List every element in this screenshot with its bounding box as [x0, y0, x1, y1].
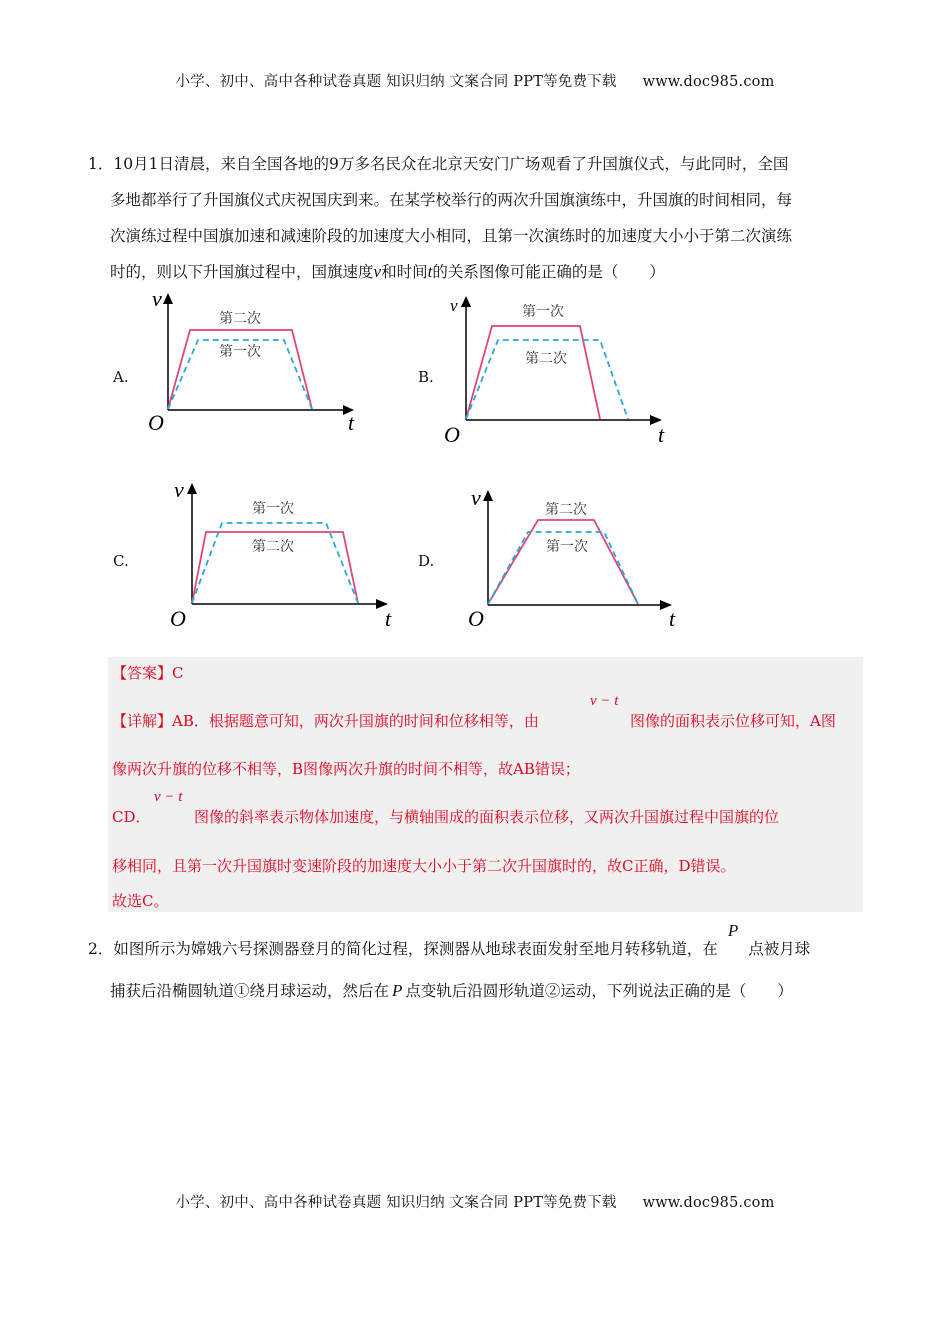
graph-a-bottom-label: 第一次: [219, 344, 261, 360]
graph-d-top-label: 第二次: [545, 502, 587, 518]
vt-symbol-2: v − t: [154, 789, 183, 805]
detail-line-3: 图像的斜率表示物体加速度，与横轴围成的面积表示位移，又两次升国旗过程中国旗的位: [194, 808, 780, 826]
q1-line3: 次演练过程中国旗加速和减速阶段的加速度大小相同，且第一次演练时的加速度大小小于第二次演练: [110, 227, 793, 245]
q2-line1-b: 点被月球: [748, 940, 811, 958]
option-d-label: D.: [418, 552, 435, 570]
detail-line-2: 像两次升旗的位移不相等，B图像两次升旗的时间不相等，故AB错误；: [112, 760, 580, 778]
footer-site: www.doc985.com: [642, 1195, 775, 1211]
q1-var-t: t: [427, 262, 433, 281]
graph-b-top-label: 第一次: [522, 304, 564, 320]
graph-c-origin: O: [170, 606, 186, 631]
q1-var-v: v: [373, 262, 382, 281]
graph-c-t-label: t: [385, 606, 392, 631]
graph-a-origin: O: [148, 410, 164, 435]
question-1: [88, 146, 863, 290]
graph-a-v-label: v: [152, 286, 162, 311]
graph-d: [466, 487, 691, 636]
option-c-label: C.: [113, 552, 129, 570]
graph-c-bottom-label: 第二次: [252, 539, 294, 555]
vt-symbol-1: v − t: [590, 693, 619, 709]
q1-line4-a: 时的，则以下升国旗过程中，国旗速度: [110, 263, 374, 281]
q1-line4-b: 和时间: [381, 263, 428, 281]
graph-a: [140, 288, 370, 442]
detail-line-1b: 图像的面积表示位移可知，A图: [630, 712, 836, 730]
question-2: [88, 921, 863, 1011]
graph-b-bottom-label: 第二次: [525, 351, 567, 367]
q2-line1-a: 如图所示为嫦娥六号探测器登月的简化过程，探测器从地球表面发射至地月转移轨道，在: [113, 940, 718, 958]
q1-line1: 10月1日清晨，来自全国各地的9万多名民众在北京天安门广场观看了升国旗仪式，与此同时，全国: [113, 155, 789, 173]
option-a-label: A.: [113, 368, 129, 386]
detail-line-1a: 【详解】AB．根据题意可知，两次升国旗的时间和位移相等，由: [112, 712, 539, 730]
answer-box: [108, 657, 863, 912]
q2-var-p-1: P: [727, 921, 739, 940]
graph-c-dashed-line: [192, 523, 358, 603]
graph-a-solid-line: [168, 330, 312, 409]
page-footer: [0, 1191, 950, 1212]
q1-line2: 多地都举行了升国旗仪式庆祝国庆到来。在某学校举行的两次升国旗演练中，升国旗的时间相同，每: [110, 191, 793, 209]
graph-a-top-label: 第二次: [219, 311, 261, 327]
q2-var-p-2: P: [392, 981, 403, 1000]
q1-line4-c: 的关系图像可能正确的是（ ）: [432, 263, 665, 281]
q2-number: 2．: [88, 940, 114, 958]
graph-d-t-label: t: [669, 606, 676, 631]
footer-text: 小学、初中、高中各种试卷真题 知识归纳 文案合同 PPT等免费下载: [175, 1195, 617, 1211]
graph-d-bottom-label: 第一次: [546, 539, 588, 555]
graph-c: [168, 478, 403, 637]
q2-line2-b: 点变轨后沿圆形轨道②运动，下列说法正确的是（ ）: [405, 982, 793, 1000]
graph-c-top-label: 第一次: [252, 501, 294, 517]
graph-b-origin: O: [444, 422, 460, 447]
q2-line2-a: 捕获后沿椭圆轨道①绕月球运动，然后在: [110, 982, 390, 1000]
header-site: www.doc985.com: [642, 74, 775, 90]
detail-line-4: 移相同，且第一次升国旗时变速阶段的加速度大小小于第二次升国旗时的，故C正确，D错误。: [112, 857, 736, 875]
page-header: [0, 70, 950, 91]
graph-d-solid-line: [488, 520, 638, 604]
header-text: 小学、初中、高中各种试卷真题 知识归纳 文案合同 PPT等免费下载: [175, 74, 617, 90]
graph-b-v-label: v: [450, 296, 458, 315]
graph-b-t-label: t: [658, 422, 665, 447]
graph-a-v-arrow: [163, 293, 173, 304]
option-b-label: B.: [418, 368, 434, 386]
answer-line: 【答案】C: [112, 664, 184, 682]
graph-a-t-label: t: [348, 410, 355, 435]
graph-d-v-label: v: [471, 485, 481, 510]
graph-b: [440, 293, 675, 452]
graph-c-v-label: v: [174, 477, 184, 502]
detail-cd-prefix: CD．: [112, 808, 151, 826]
q1-number: 1．: [88, 155, 114, 173]
detail-line-5: 故选C。: [112, 892, 169, 910]
graph-d-origin: O: [468, 606, 484, 631]
